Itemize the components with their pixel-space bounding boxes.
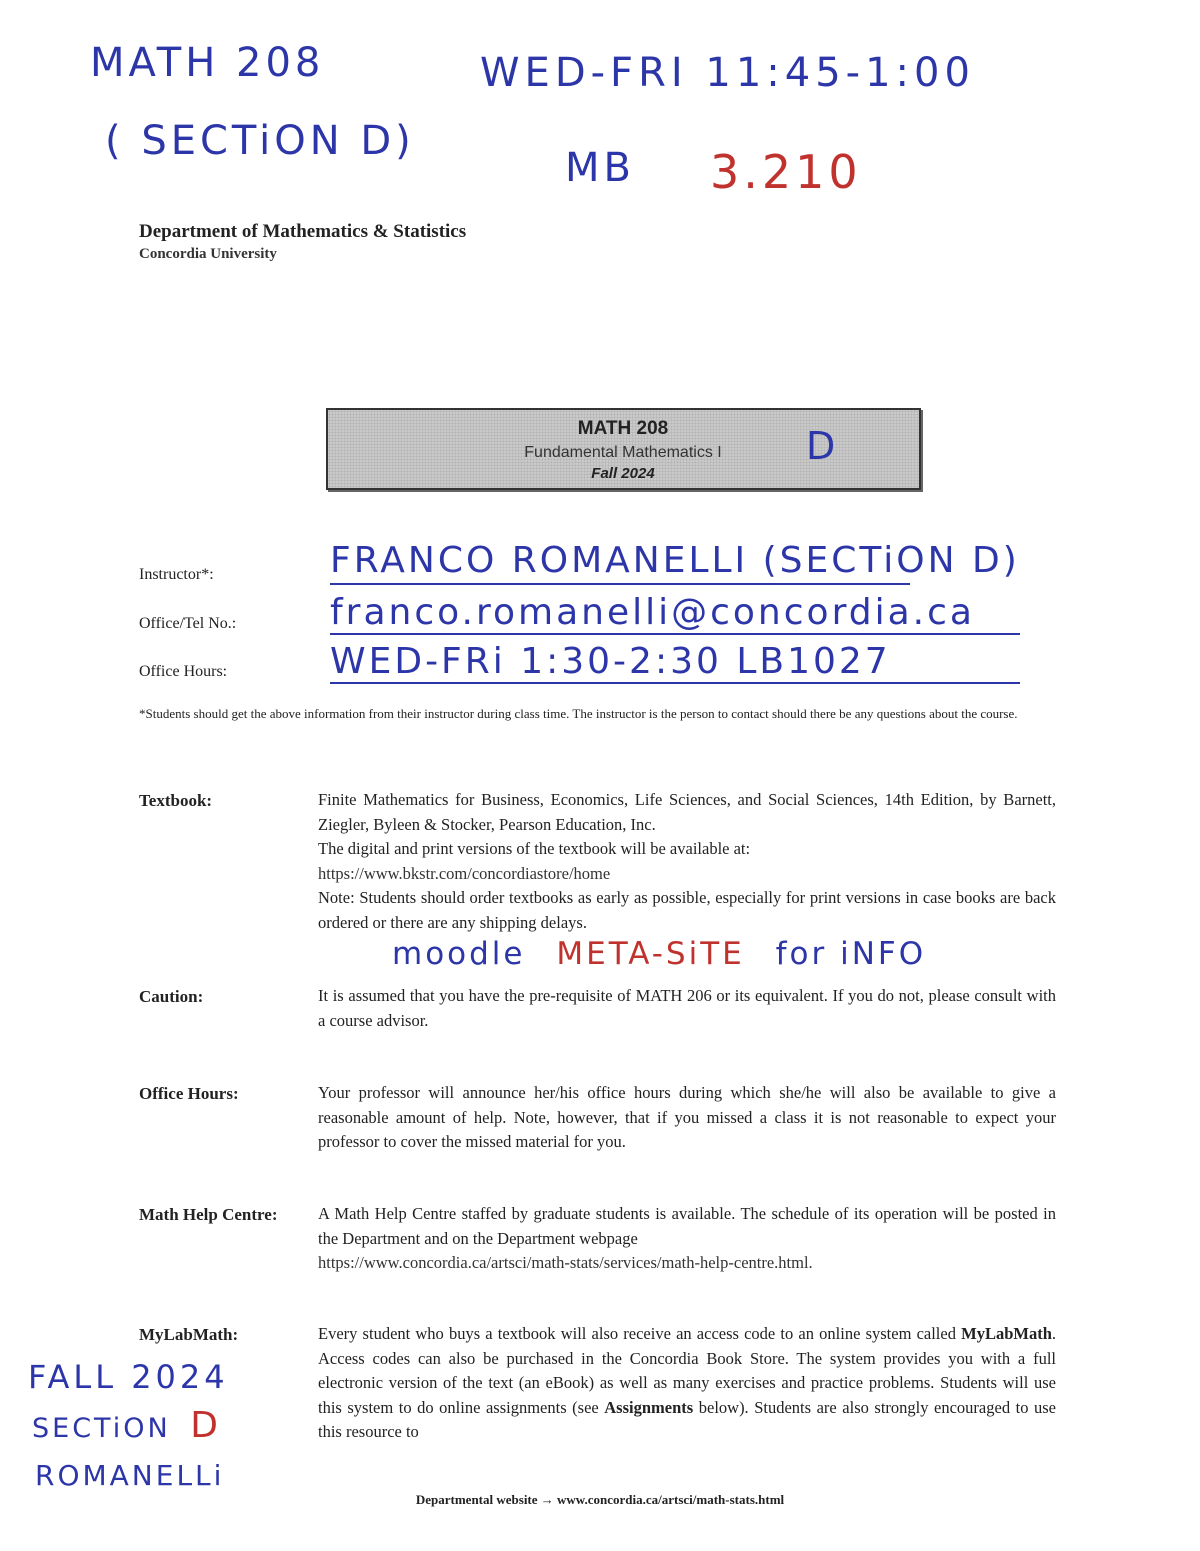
help-centre-body [318,1202,1056,1276]
handwritten-side-term: FALL 2024 [28,1358,229,1396]
mylabmath-text-2: . Access codes can also be purchased in the Concordia Book Store. The system provides you with a full electronic version of the text (an eBook) as well as many exercises and practice problems. Students will use this system to do online assignments (see [318,1324,1056,1417]
mylabmath-name: MyLabMath [961,1324,1052,1343]
department-website-footer: Departmental website → www.concordia.ca/artsci/math-stats.html [415,1492,785,1507]
handwritten-office-hours: WED-FRi 1:30-2:30 LB1027 [330,641,891,682]
email-underline [330,633,1020,635]
office-tel-label: Office/Tel No.: [139,615,237,632]
handwritten-moodle-prefix: moodle [392,936,526,972]
handwritten-moodle-suffix: for iNFO [775,936,927,972]
instructor-label: Instructor*: [139,566,214,583]
hours-underline [330,682,1020,684]
textbook-order-note: Note: Students should order textbooks as early as possible, especially for print versions in case books are back ordered or there are any shipping delays. [318,888,1056,932]
office-hours-section-label: Office Hours: [139,1084,239,1103]
textbook-store-link[interactable]: https://www.bkstr.com/concordiastore/home [318,863,611,883]
mylabmath-label: MyLabMath: [139,1325,239,1344]
department-name: Department of Mathematics & Statistics [139,221,467,242]
textbook-body [318,788,1056,935]
course-title-box [326,408,921,490]
handwritten-side-section [32,1405,221,1446]
help-centre-text: A Math Help Centre staffed by graduate students is available. The schedule of its operation will be posted in the Department and on the Department webpage [318,1204,1056,1248]
handwritten-side-section-letter: D [190,1405,221,1446]
mylabmath-text-3: below). Students are also strongly encouraged to use this resource to [318,1397,1056,1441]
mylabmath-text-1: Every student who buys a textbook will also receive an access code to an online system called [318,1324,962,1343]
textbook-citation: Finite Mathematics for Business, Economics, Life Sciences, and Social Sciences, 14th Edition, by Barnett, Ziegler, Byleen & Stocker, Pearson Education, Inc. [318,790,1056,834]
handwritten-side-section-text: SECTiON [32,1413,171,1444]
course-title: Fundamental Mathematics I [524,444,722,461]
caution-label: Caution: [139,987,204,1006]
textbook-availability: The digital and print versions of the textbook will be available at: [318,839,751,858]
help-centre-label: Math Help Centre: [139,1205,278,1224]
assignments-ref: Assignments [604,1397,694,1417]
office-hours-label: Office Hours: [139,663,228,680]
handwritten-side-name: ROMANELLi [35,1459,225,1492]
handwritten-instructor: FRANCO ROMANELLI (SECTiON D) [330,540,1020,581]
handwritten-section: ( SECTiON D) [105,118,415,164]
mylabmath-body [318,1322,1056,1445]
handwritten-email: franco.romanelli@concordia.ca [330,592,975,633]
university-name: Concordia University [139,246,277,262]
handwritten-moodle [392,936,926,972]
handwritten-course: MATH 208 [90,40,325,86]
help-centre-link[interactable]: https://www.concordia.ca/artsci/math-stats/services/math-help-centre.html. [318,1253,813,1272]
textbook-label: Textbook: [139,791,213,810]
handwritten-box-section: D [806,424,836,468]
course-term: Fall 2024 [591,465,655,482]
handwritten-room-number: 3.210 [710,145,862,199]
handwritten-meta-site: META-SiTE [556,936,745,972]
office-hours-body: Your professor will announce her/his office hours during which she/he will also be available to give a reasonable amount of help. Note, however, that if you missed a class it is not reasonable to expect your professor to cover the missed material for you. [318,1083,1056,1151]
instructor-underline [330,583,910,585]
info-note: *Students should get the above information from their instructor during class time. The instructor is the person to contact should there be any questions about the course. [139,706,1018,721]
caution-body: It is assumed that you have the pre-requisite of MATH 206 or its equivalent. If you do not, please consult with a course advisor. [318,986,1056,1030]
handwritten-schedule: WED-FRI 11:45-1:00 [480,50,975,96]
handwritten-room-prefix: MB [565,145,635,191]
course-code: MATH 208 [577,418,669,439]
